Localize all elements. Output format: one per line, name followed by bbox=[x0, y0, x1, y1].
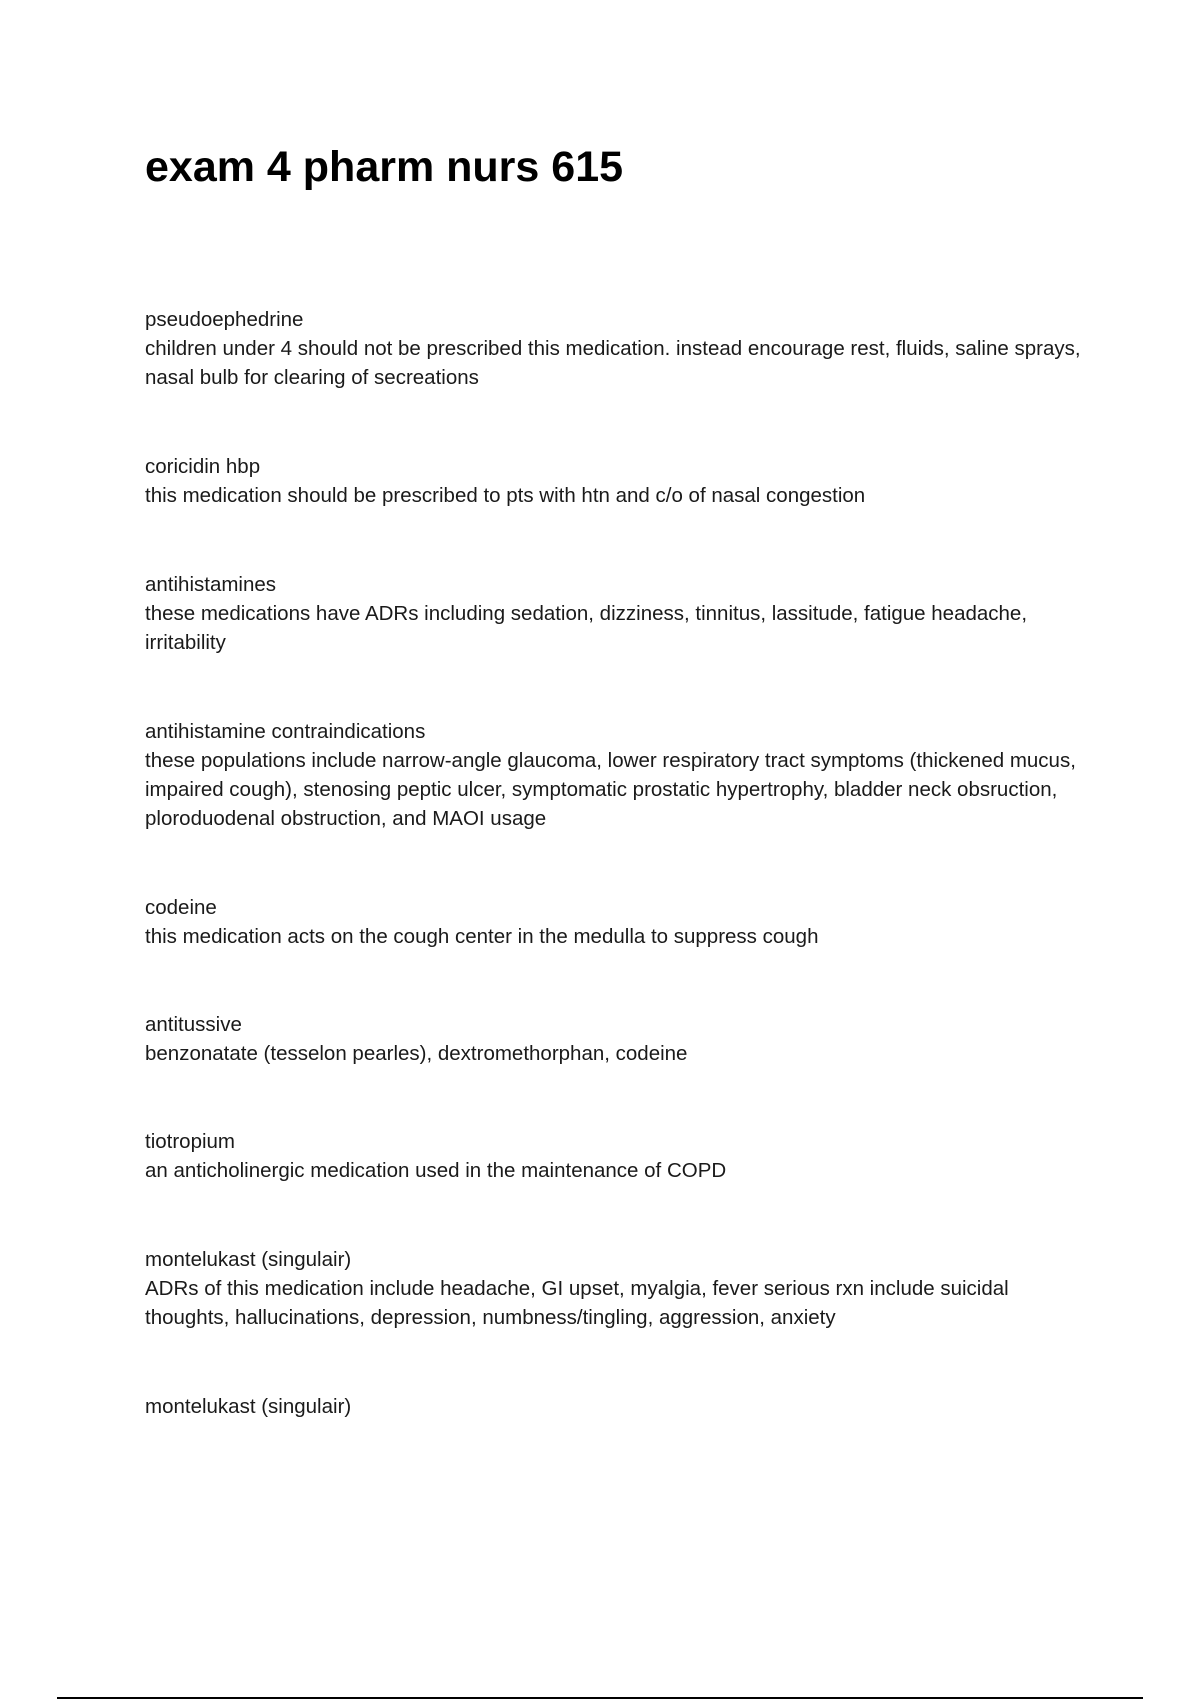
card-term: antihistamine contraindications bbox=[145, 720, 426, 743]
card-definition: an anticholinergic medication used in the maintenance of COPD bbox=[145, 1159, 727, 1182]
flashcard-montelukast bbox=[145, 1245, 1085, 1332]
flashcard-coricidin-hbp bbox=[145, 452, 1085, 510]
card-term: antihistamines bbox=[145, 573, 277, 596]
card-term: pseudoephedrine bbox=[145, 308, 304, 331]
card-term: montelukast (singulair) bbox=[145, 1248, 352, 1271]
flashcard-pseudoephedrine bbox=[145, 305, 1085, 392]
card-definition: these medications have ADRs including sedation, dizziness, tinnitus, lassitude, fatigue headache, irritability bbox=[145, 602, 1028, 654]
flashcard-tiotropium bbox=[145, 1127, 1085, 1185]
card-term: coricidin hbp bbox=[145, 455, 261, 478]
card-term: tiotropium bbox=[145, 1130, 236, 1153]
flashcard-antihistamine-contraindications bbox=[145, 717, 1085, 833]
card-term: antitussive bbox=[145, 1013, 242, 1036]
card-definition: these populations include narrow-angle glaucoma, lower respiratory tract symptoms (thickened mucus, impaired cough), stenosing peptic ulcer, symptomatic prostatic hypertrophy, bladder neck obsruction, ploroduodenal obstruction, and MAOI usage bbox=[145, 749, 1076, 830]
card-definition: benzonatate (tesselon pearles), dextromethorphan, codeine bbox=[145, 1042, 688, 1065]
card-definition: this medication should be prescribed to pts with htn and c/o of nasal congestion bbox=[145, 484, 866, 507]
flashcard-montelukast-2 bbox=[145, 1392, 1085, 1421]
card-definition: children under 4 should not be prescribed this medication. instead encourage rest, fluids, saline sprays, nasal bulb for clearing of secreations bbox=[145, 337, 1081, 389]
page-title: exam 4 pharm nurs 615 bbox=[145, 143, 624, 191]
footer-divider bbox=[57, 1697, 1143, 1699]
flashcard-antihistamines bbox=[145, 570, 1085, 657]
card-definition: this medication acts on the cough center in the medulla to suppress cough bbox=[145, 925, 819, 948]
flashcard-codeine bbox=[145, 893, 1085, 951]
card-definition: ADRs of this medication include headache, GI upset, myalgia, fever serious rxn include suicidal thoughts, hallucinations, depression, numbness/tingling, aggression, anxiety bbox=[145, 1277, 1009, 1329]
card-term: codeine bbox=[145, 896, 217, 919]
flashcard-antitussive bbox=[145, 1010, 1085, 1068]
card-term: montelukast (singulair) bbox=[145, 1395, 352, 1418]
